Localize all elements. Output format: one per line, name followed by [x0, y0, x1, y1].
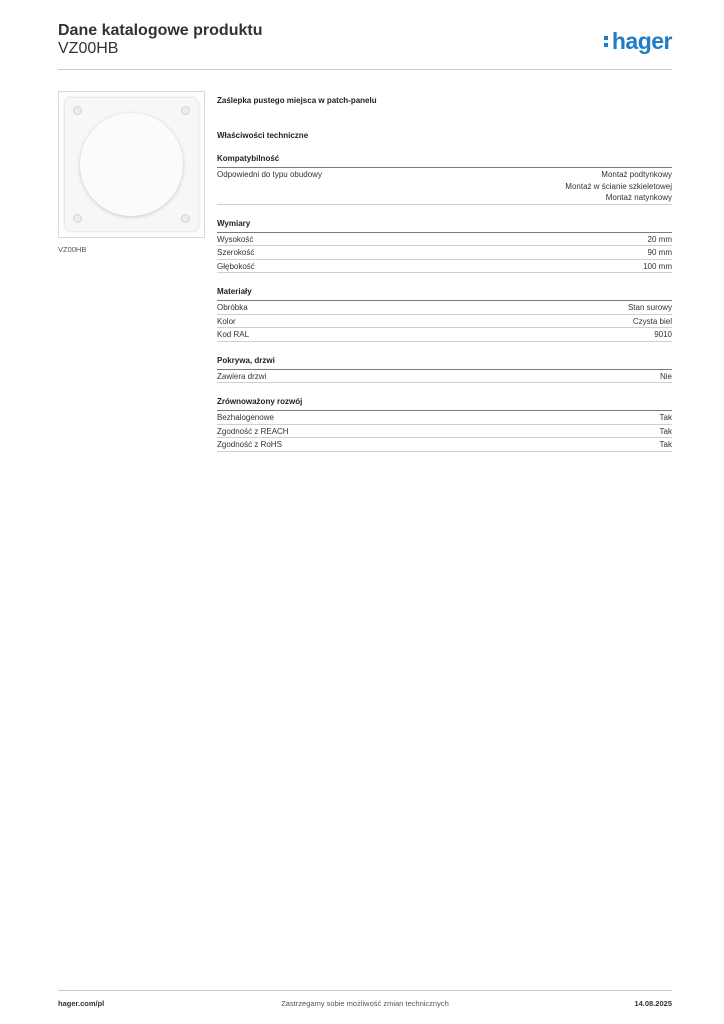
property-label: Zawiera drzwi	[217, 371, 267, 381]
blank-plate-image	[65, 98, 198, 231]
property-label: Zgodność z RoHS	[217, 440, 282, 449]
page-footer	[58, 990, 672, 1011]
product-details	[217, 96, 672, 466]
property-row	[217, 301, 672, 315]
property-value-line: Stan surowy	[627, 303, 672, 312]
property-row	[217, 425, 672, 439]
property-value-line: 90 mm	[647, 248, 672, 257]
property-value	[660, 371, 672, 383]
property-value	[660, 439, 672, 451]
property-value	[628, 302, 672, 314]
property-value-line: Montaż natynkowy	[605, 193, 672, 202]
property-label: Wysokość	[217, 234, 254, 244]
section-title: Kompatybilność	[217, 154, 672, 168]
property-label: Szerokość	[217, 248, 255, 257]
property-value-line: Nie	[659, 371, 672, 381]
footer-date: 14.08.2025	[634, 999, 672, 1008]
property-label: Kolor	[217, 316, 236, 326]
property-label: Obróbka	[217, 303, 248, 312]
property-value	[654, 329, 672, 341]
section-title: Zrównoważony rozwój	[217, 397, 672, 411]
property-row	[217, 246, 672, 260]
properties-sections	[217, 154, 672, 452]
section-title: Materiały	[217, 287, 672, 301]
property-row	[217, 315, 672, 329]
property-label: Zgodność z REACH	[217, 426, 289, 436]
property-value	[565, 169, 672, 204]
property-value	[648, 234, 672, 246]
hager-logo	[604, 28, 672, 55]
properties-title: Właściwości techniczne	[217, 131, 309, 140]
property-row	[217, 328, 672, 342]
property-row	[217, 168, 672, 205]
property-section	[217, 397, 672, 452]
footer-disclaimer: Zastrzegamy sobie możliwość zmian technicznych	[281, 999, 449, 1008]
property-label: Bezhalogenowe	[217, 413, 274, 422]
screw-hole-icon	[73, 214, 82, 223]
screw-hole-icon	[181, 214, 190, 223]
property-row	[217, 370, 672, 384]
property-value	[643, 261, 672, 273]
property-value-line: 20 mm	[647, 234, 672, 244]
property-label: Odpowiedni do typu obudowy	[217, 170, 322, 179]
property-value-line: Montaż w ścianie szkieletowej	[565, 181, 672, 191]
property-row	[217, 260, 672, 274]
property-value-line: 100 mm	[643, 261, 672, 271]
logo-dots-icon	[604, 34, 609, 48]
property-value-line: 9010	[654, 330, 672, 339]
property-value-line: Tak	[659, 440, 672, 449]
property-section	[217, 154, 672, 205]
property-row	[217, 438, 672, 452]
property-value-line: Czysta biel	[632, 316, 672, 326]
product-code: VZ00HB	[58, 40, 119, 57]
logo-text: hager	[611, 28, 672, 54]
property-value	[633, 316, 672, 328]
property-value-line: Tak	[659, 413, 672, 422]
property-section	[217, 287, 672, 342]
page-header	[58, 22, 672, 70]
property-value-line: Montaż podtynkowy	[601, 170, 672, 179]
property-label: Głębokość	[217, 261, 255, 271]
property-label: Kod RAL	[217, 330, 250, 339]
product-image	[58, 91, 205, 238]
property-value	[648, 247, 672, 259]
product-name: Zaślepka pustego miejsca w patch-panelu	[217, 96, 377, 105]
property-section	[217, 356, 672, 384]
property-value-line: Tak	[659, 426, 672, 436]
property-row	[217, 233, 672, 247]
property-value	[660, 426, 672, 438]
screw-hole-icon	[73, 106, 82, 115]
screw-hole-icon	[181, 106, 190, 115]
document-title: Dane katalogowe produktu	[58, 22, 263, 39]
property-value	[660, 412, 672, 424]
section-title: Pokrywa, drzwi	[217, 356, 672, 370]
section-title: Wymiary	[217, 219, 672, 233]
image-caption: VZ00HB	[58, 245, 87, 254]
round-cover	[80, 113, 183, 216]
property-row	[217, 411, 672, 425]
property-section	[217, 219, 672, 274]
footer-website-link[interactable]: hager.com/pl	[58, 999, 105, 1008]
